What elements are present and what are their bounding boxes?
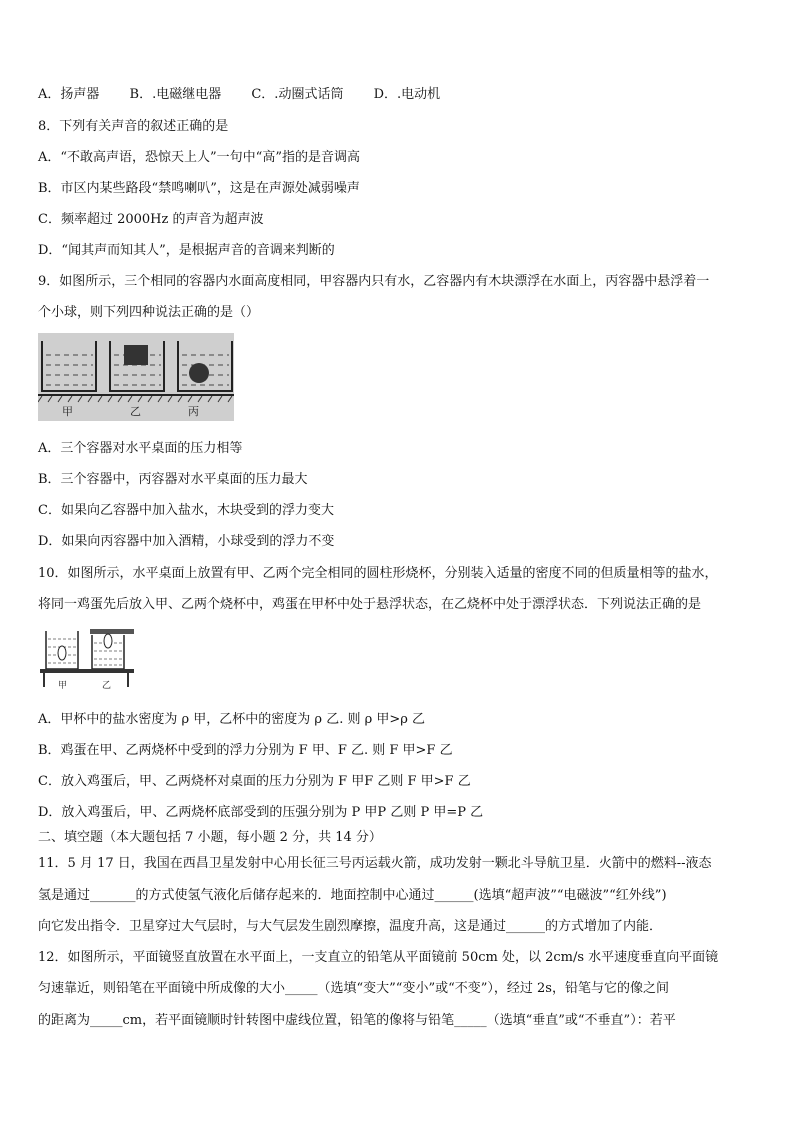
fig-label-jia-2: 甲: [58, 681, 68, 691]
q7-option-c: C．.动圈式话筒: [251, 87, 344, 102]
q10-stem-line2: 将同一鸡蛋先后放入甲、乙两个烧杯中，鸡蛋在甲杯中处于悬浮状态，在乙烧杯中处于漂浮状态．下列说法正确的是: [38, 597, 702, 612]
q8-option-a: A．“不敢高声语，恐惊天上人”一句中“高”指的是音调高: [38, 150, 360, 165]
q9-stem-line2: 个小球，则下列四种说法正确的是（）: [38, 305, 260, 320]
q10-option-b: B．鸡蛋在甲、乙两烧杯中受到的浮力分别为 F 甲、F 乙. 则 F 甲>F 乙: [38, 743, 453, 758]
q12-line2: 匀速靠近，则铅笔在平面镜中所成像的大小_____（选填“变大”“变小”或“不变”），经过 2s，铅笔与它的像之间: [38, 981, 669, 996]
q9-option-d: D．如果向丙容器中加入酒精，小球受到的浮力不变: [38, 534, 335, 549]
q8-option-d: D．“闻其声而知其人”，是根据声音的音调来判断的: [38, 243, 335, 258]
ball: [189, 363, 209, 383]
q9-stem-line1: 9．如图所示，三个相同的容器内水面高度相同，甲容器内只有水，乙容器内有木块漂浮在水面上，丙容器中悬浮着一: [38, 274, 710, 289]
q9-figure: [38, 333, 234, 421]
beakers-figure-svg: [40, 625, 136, 691]
q10-figure: [40, 625, 136, 691]
q10-option-d: D．放入鸡蛋后，甲、乙两烧杯底部受到的压强分别为 P 甲P 乙则 P 甲=P 乙: [38, 805, 484, 820]
q12-line3: 的距离为_____cm，若平面镜顺时针转图中虚线位置，铅笔的像将与铅笔_____（选填“垂直”或“不垂直”）：若平: [38, 1013, 676, 1028]
q11-line1: 11．5 月 17 日，我国在西昌卫星发射中心用长征三号丙运载火箭，成功发射一颗北斗导航卫星．火箭中的燃料--液态: [38, 856, 712, 871]
fig-label-yi-2: 乙: [102, 681, 112, 691]
q9-option-b: B．三个容器中，丙容器对水平桌面的压力最大: [38, 472, 308, 487]
q8-option-b: B．市区内某些路段“禁鸣喇叭”，这是在声源处减弱噪声: [38, 181, 360, 196]
egg-yi: [104, 634, 112, 648]
q7-options: [38, 83, 466, 102]
q9-option-a: A．三个容器对水平桌面的压力相等: [38, 441, 243, 456]
q7-option-a: A．扬声器: [38, 87, 100, 102]
q10-option-a: A．甲杯中的盐水密度为 ρ 甲，乙杯中的密度为 ρ 乙. 则 ρ 甲>ρ 乙: [38, 712, 426, 727]
egg-jia: [58, 646, 66, 660]
q8-stem: 8．下列有关声音的叙述正确的是: [38, 119, 229, 134]
containers-figure-svg: [38, 333, 234, 421]
section-2-heading: 二、填空题（本大题包括 7 小题，每小题 2 分，共 14 分）: [38, 830, 382, 845]
q8-option-c: C．频率超过 2000Hz 的声音为超声波: [38, 212, 264, 227]
q10-stem-line1: 10．如图所示，水平桌面上放置有甲、乙两个完全相同的圆柱形烧杯，分别装入适量的密度不同的但质量相等的盐水，: [38, 566, 718, 581]
q10-option-c: C．放入鸡蛋后，甲、乙两烧杯对桌面的压力分别为 F 甲F 乙则 F 甲>F 乙: [38, 774, 471, 789]
q7-option-b: B．.电磁继电器: [129, 87, 222, 102]
fig-label-jia: 甲: [62, 405, 73, 418]
fig-label-yi: 乙: [130, 405, 141, 418]
wood-block: [124, 345, 148, 365]
q11-line2: 氢是通过_______的方式使氢气液化后储存起来的．地面控制中心通过______(选填“超声波”“电磁波”“红外线”): [38, 888, 667, 903]
q9-option-c: C．如果向乙容器中加入盐水，木块受到的浮力变大: [38, 503, 334, 518]
q12-line1: 12．如图所示，平面镜竖直放置在水平面上，一支直立的铅笔从平面镜前 50cm 处，以 2cm/s 水平速度垂直向平面镜: [38, 950, 719, 965]
q11-line3: 向它发出指令．卫星穿过大气层时，与大气层发生剧烈摩擦，温度升高，这是通过______的方式增加了内能．: [38, 919, 663, 934]
q7-option-d: D．.电动机: [373, 87, 441, 102]
fig-label-bing: 丙: [188, 405, 199, 418]
